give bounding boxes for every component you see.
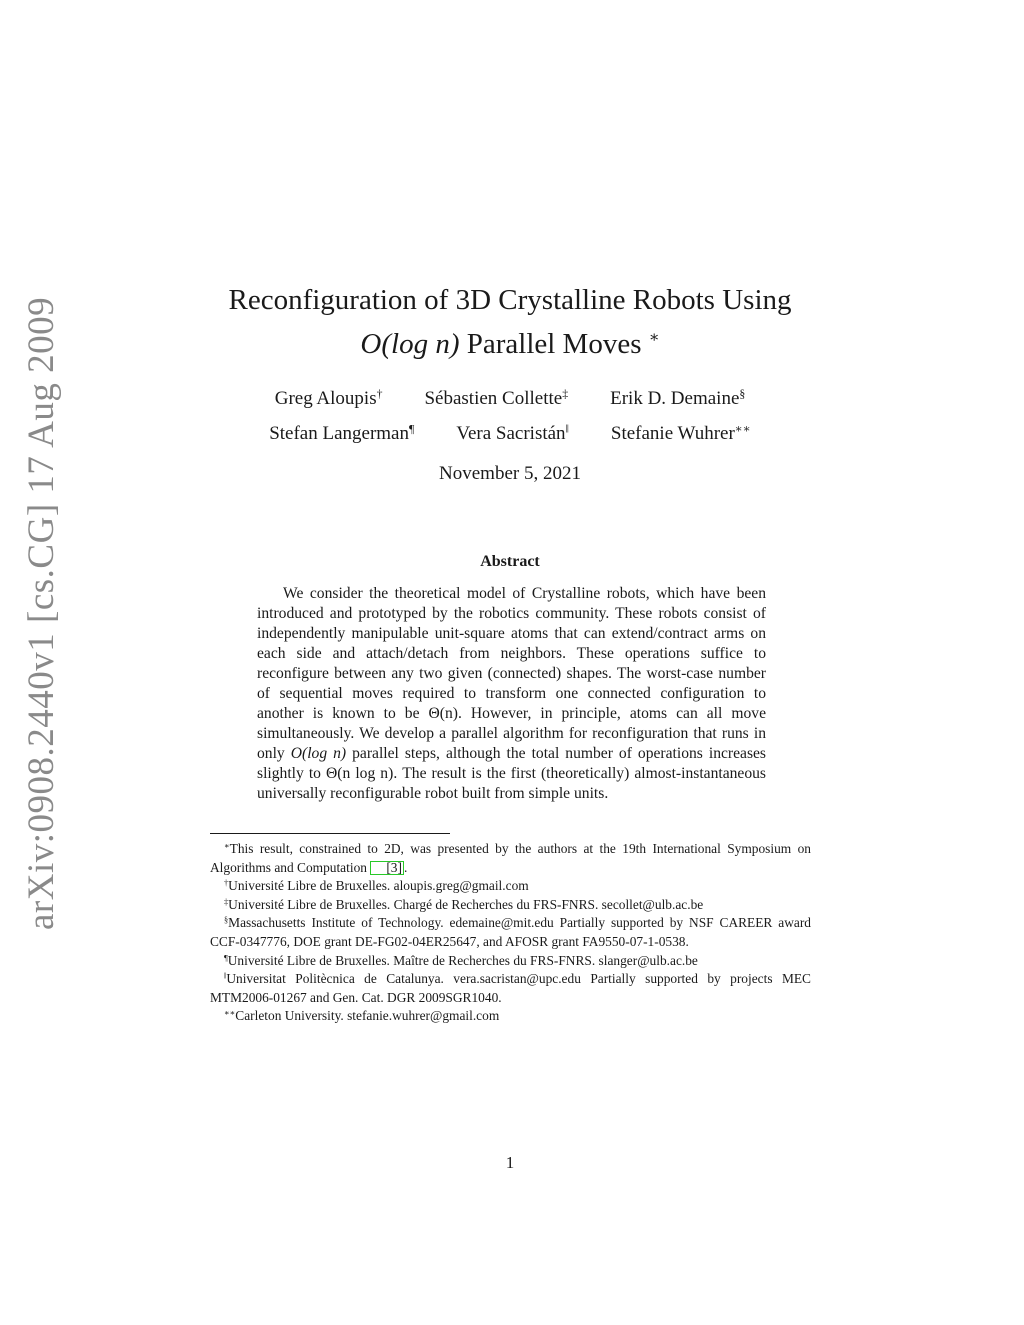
footnote: ¶Université Libre de Bruxelles. Maître de Recherches du FRS-FNRS. slanger@ulb.ac.be bbox=[224, 952, 698, 968]
author: Sébastien Collette‡ bbox=[424, 387, 569, 409]
footnote-rule bbox=[210, 833, 450, 834]
arxiv-identifier: arXiv:0908.2440v1 [cs.CG] 17 Aug 2009 bbox=[21, 296, 62, 930]
title-footnote-mark: ∗ bbox=[648, 329, 660, 346]
author: Stefan Langerman¶ bbox=[269, 422, 415, 444]
authors-row-1 bbox=[200, 388, 820, 410]
footnote: ‡Université Libre de Bruxelles. Chargé de Recherches du FRS-FNRS. secollet@ulb.ac.be bbox=[224, 896, 704, 912]
author: Stefanie Wuhrer∗∗ bbox=[610, 422, 751, 444]
footnote: ∗This result, constrained to 2D, was presented by the authors at the 19th International Symposium on Algorithms and Computation [3] . bbox=[210, 841, 811, 875]
abstract-body: We consider the theoretical model of Crystalline robots, which have been introduced and prototyped by the robotics community. These robots consist of independently manipulable unit-square atoms that can extend/contract arms on each side and attach/detach from neighbors. These operations suffice to reconfigure between any two given (connected) shapes. The worst-case number of sequential moves required to transform one connected configuration to another is known to be Θ(n). However, in principle, atoms can all move simultaneously. We develop a parallel algorithm for reconfiguration that runs in only O(log n) parallel steps, although the total number of operations increases slightly to Θ(n log n). The result is the first (theoretically) almost-instantaneous universally reconfigurable robot built from simple units. bbox=[257, 585, 767, 802]
footnote: ‖Universitat Politècnica de Catalunya. vera.sacristan@upc.edu Partially supported by projects MEC MTM2006-01267 and Gen. Cat. DGR 2009SGR1040. bbox=[210, 971, 811, 1005]
footnote: §Massachusetts Institute of Technology. edemaine@mit.edu Partially supported by NSF CAREER award CCF-0347776, DOE grant DE-FG02-04ER25647, and AFOSR grant FA9550-07-1-0538. bbox=[210, 915, 811, 949]
title-line-1: Reconfiguration of 3D Crystalline Robots Using bbox=[228, 284, 792, 316]
author: Greg Aloupis† bbox=[274, 387, 383, 409]
footnote: †Université Libre de Bruxelles. aloupis.greg@gmail.com bbox=[224, 878, 529, 894]
page-number: 1 bbox=[505, 1153, 515, 1172]
title-line-2 bbox=[160, 319, 860, 363]
citation-link[interactable]: [3] bbox=[370, 861, 404, 875]
abstract-heading: Abstract bbox=[480, 553, 540, 570]
paper-date: November 5, 2021 bbox=[439, 463, 581, 484]
footnotes bbox=[210, 840, 811, 1026]
authors-row-2 bbox=[200, 423, 820, 445]
title-math: O(log n) bbox=[360, 328, 460, 361]
author: Vera Sacristán‖ bbox=[456, 422, 569, 444]
paper-title bbox=[160, 282, 860, 363]
footnote: ∗∗Carleton University. stefanie.wuhrer@gmail.com bbox=[224, 1008, 500, 1024]
title-line-2-text: Parallel Moves bbox=[466, 328, 642, 361]
author: Erik D. Demaine§ bbox=[610, 387, 746, 409]
